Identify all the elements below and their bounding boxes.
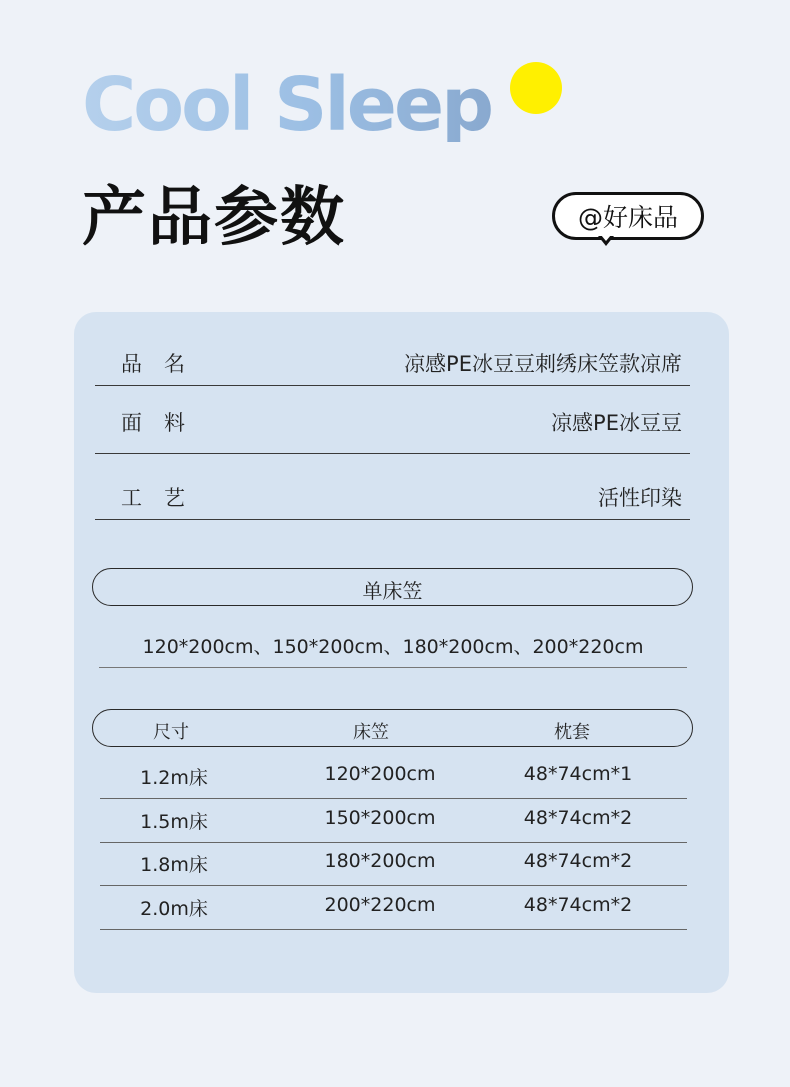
single-fitted-sheet-header xyxy=(92,568,693,606)
spec-value: 凉感PE冰豆豆 xyxy=(551,411,682,435)
size-table-header xyxy=(92,709,693,747)
spec-key: 面料 xyxy=(121,411,207,435)
page-title: 产品参数 xyxy=(82,181,346,255)
logo-text: Cool Sleep xyxy=(82,62,492,148)
single-sizes: 120*200cm、150*200cm、180*200cm、200*220cm xyxy=(142,636,644,658)
table-row xyxy=(100,886,687,930)
section-title: 单床笠 xyxy=(362,579,423,603)
brand-logo xyxy=(82,62,582,172)
spec-value: 凉感PE冰豆豆刺绣床笠款凉席 xyxy=(404,352,682,376)
cell-fitted-sheet: 200*220cm xyxy=(324,894,436,916)
cell-size: 1.5m床 xyxy=(140,811,208,833)
cell-pillowcase: 48*74cm*2 xyxy=(523,850,633,872)
cell-pillowcase: 48*74cm*2 xyxy=(523,894,633,916)
header-pillowcase: 枕套 xyxy=(554,722,590,743)
header-size: 尺寸 xyxy=(153,722,189,743)
brand-tag-bubble: @好床品 xyxy=(552,192,704,240)
spec-key: 品名 xyxy=(121,352,207,376)
bubble-tail-inner xyxy=(601,235,611,241)
table-row xyxy=(100,799,687,843)
spec-key: 工艺 xyxy=(121,486,207,510)
cell-fitted-sheet: 150*200cm xyxy=(324,807,436,829)
cell-size: 1.8m床 xyxy=(140,854,208,876)
cell-pillowcase: 48*74cm*1 xyxy=(523,763,633,785)
cell-pillowcase: 48*74cm*2 xyxy=(523,807,633,829)
spec-row-fabric xyxy=(95,407,690,454)
spec-value: 活性印染 xyxy=(598,486,682,510)
table-row xyxy=(100,842,687,886)
spec-panel xyxy=(74,312,729,993)
header-fitted-sheet: 床笠 xyxy=(353,722,389,743)
spec-row-craft xyxy=(95,482,690,520)
sun-graphic xyxy=(510,62,562,114)
cell-fitted-sheet: 120*200cm xyxy=(324,763,436,785)
cell-size: 1.2m床 xyxy=(140,767,208,789)
spec-row-name xyxy=(95,348,690,386)
table-row xyxy=(100,755,687,799)
cell-fitted-sheet: 180*200cm xyxy=(324,850,436,872)
cell-size: 2.0m床 xyxy=(140,898,208,920)
divider xyxy=(99,667,687,668)
